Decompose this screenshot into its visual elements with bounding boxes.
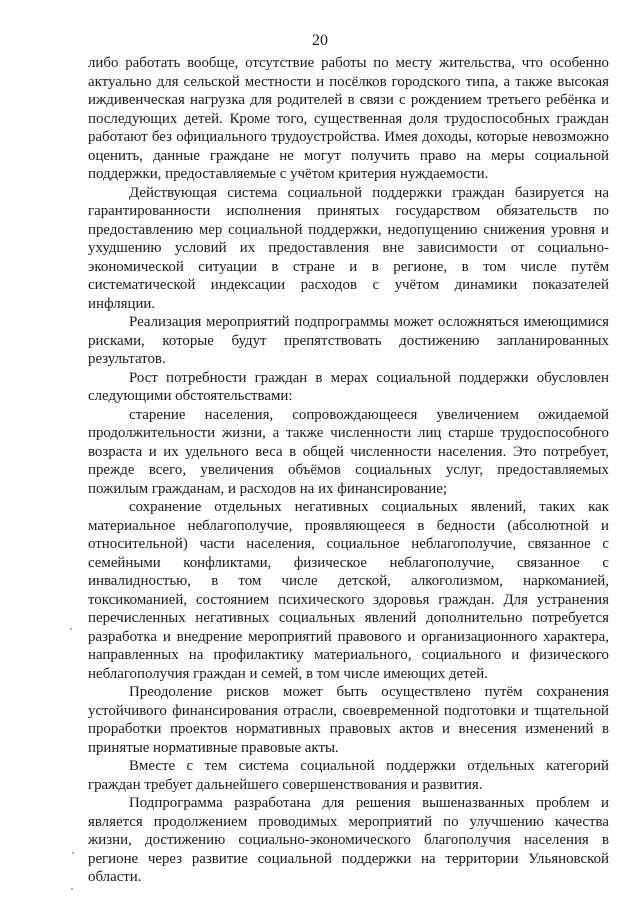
paragraph-risk-mitigation: Преодоление рисков может быть осуществлено путём сохранения устойчивого финансирования отрасли, своевременной подготовки и тщательной проработки проектов нормативных правовых актов и внесения изменений в принятые нормативные правовые акты. [88,684,609,756]
page-number: 20 [312,32,328,49]
paragraph-negative-phenomena: сохранение отдельных негативных социальных явлений, таких как материальное неблагополучие, проявляющееся в бедности (абсолютной и относительной) части населения, социальное неблагополучие, связанное с семейными конфликтами, физическое неблагополучие, связанное с инвалидностью, в том числе детской, алкоголизмом, наркоманией, токсикоманией, состоянием психического здоровья граждан. Для устранения перечисленных негативных социальных явлений дополнительно потребуется разработка и внедрение мероприятий правового и организационного характера, направленных на профилактику материального, социального и физического неблагополучия граждан и семей, в том числе имеющих детей. [88,499,609,682]
paragraph-support-system: Действующая система социальной поддержки граждан базируется на гарантированности исполнения принятых государством обязательств по предоставлению мер социальной поддержки, недопущению снижения уровня и ухудшению условий их предоставления вне зависимости от социально-экономической ситуации в стране и в регионе, в том числе путём систематической индексации расходов с учётом динамики показателей инфляции. [88,184,609,312]
scan-speck [72,852,74,854]
paragraph-risks: Реализация мероприятий подпрограммы может осложняться имеющимися рисками, которые будут препятствовать достижению запланированных результатов. [88,314,609,367]
paragraph-continuation: либо работать вообще, отсутствие работы по месту жительства, что особенно актуально для сельской местности и посёлков городского типа, а также высокая иждивенческая нагрузка для родителей в связи с рождением третьего ребёнка и последующих детей. Кроме того, существенная доля трудоспособных граждан работают без официального трудоустройства. Имея доходы, которые невозможно оценить, данные граждане не могут получить право на меры социальной поддержки, предоставляемые с учётом критерия нуждаемости. [88,55,609,182]
document-body [88,54,609,887]
paragraph-subprogram-purpose: Подпрограмма разработана для решения вышеназванных проблем и является продолжением проводимых мероприятий по улучшению качества жизни, достижению социально-экономического благополучия населения в регионе через развитие социальной поддержки на территории Ульяновской области. [88,795,609,885]
paragraph-improvement: Вместе с тем система социальной поддержки отдельных категорий граждан требует дальнейшего совершенствования и развития. [88,758,609,793]
scan-speck [71,888,73,890]
paragraph-demand-growth: Рост потребности граждан в мерах социальной поддержки обусловлен следующими обстоятельствами: [88,369,609,404]
scan-speck [70,628,72,630]
paragraph-aging: старение населения, сопровождающееся увеличением ожидаемой продолжительности жизни, а также численности лиц старше трудоспособного возраста и их удельного веса в общей численности населения. Это потребует, прежде всего, увеличения объёмов социальных услуг, предоставляемых пожилым гражданам, и расходов на их финансирование; [88,406,609,497]
